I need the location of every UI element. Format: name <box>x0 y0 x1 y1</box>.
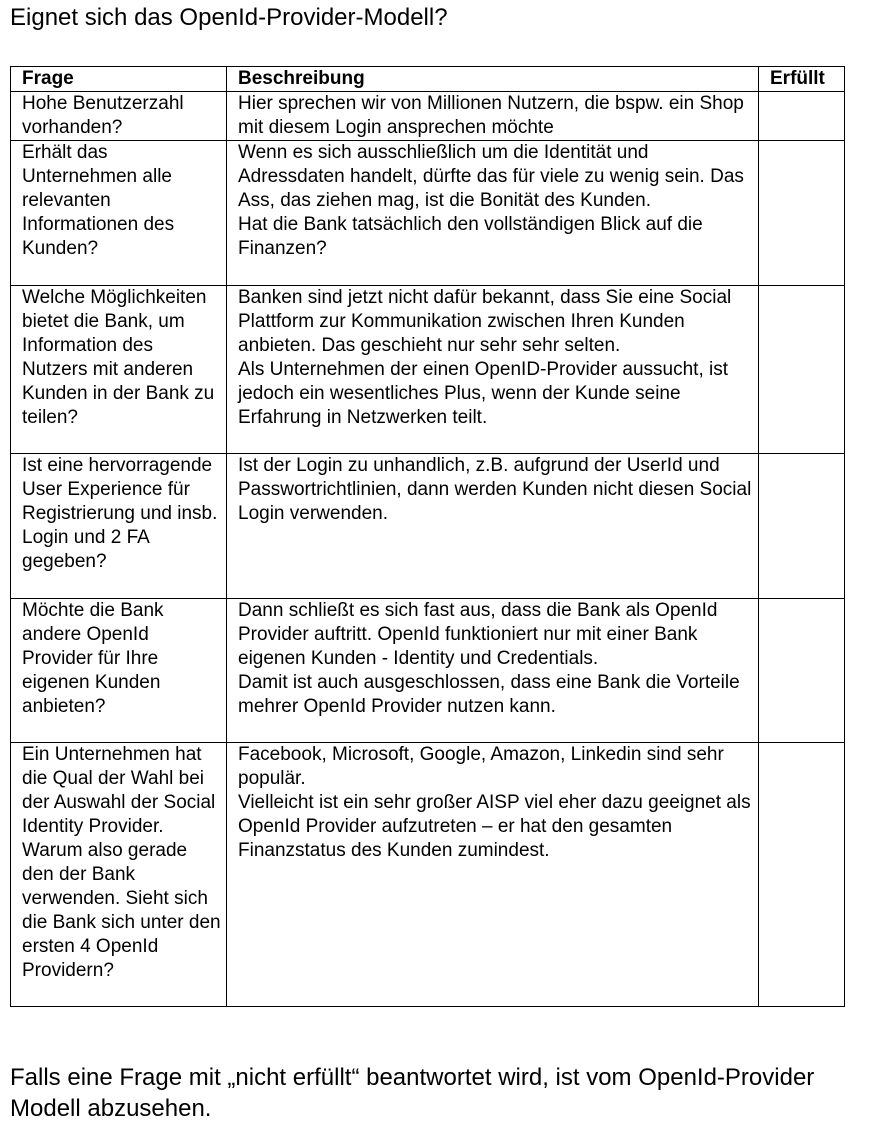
table-row <box>11 286 845 454</box>
table-row <box>11 454 845 599</box>
description-cell <box>227 599 759 743</box>
fulfilled-cell[interactable] <box>759 454 845 599</box>
description-paragraph: Vielleicht ist ein sehr großer AISP viel eher dazu geeignet als OpenId Provider aufzutreten – er hat den gesamten Finanzstatus des Kunden zumindest. <box>238 792 751 861</box>
table-row <box>11 141 845 286</box>
table-row <box>11 599 845 743</box>
question-cell: Möchte die Bank andere OpenId Provider für Ihre eigenen Kunden anbieten? <box>11 599 227 743</box>
question-cell: Ein Unternehmen hat die Qual der Wahl bei der Auswahl der Social Identity Provider. Warum also gerade den der Bank verwenden. Sieht sich die Bank sich unter den ersten 4 OpenId Providern? <box>11 743 227 1007</box>
fulfilled-cell[interactable] <box>759 92 845 141</box>
description-paragraph: Facebook, Microsoft, Google, Amazon, Linkedin sind sehr populär. <box>238 744 724 789</box>
description-paragraph: Hier sprechen wir von Millionen Nutzern, die bspw. ein Shop mit diesem Login ansprechen möchte <box>238 93 744 138</box>
description-paragraph: Banken sind jetzt nicht dafür bekannt, dass Sie eine Social Plattform zur Kommunikation zwischen Ihren Kunden anbieten. Das geschieht nur sehr sehr selten. <box>238 287 732 356</box>
header-question: Frage <box>11 67 227 92</box>
description-paragraph: Hat die Bank tatsächlich den vollständigen Blick auf die Finanzen? <box>238 214 703 259</box>
table-row <box>11 92 845 141</box>
description-paragraph: Dann schließt es sich fast aus, dass die Bank als OpenId Provider auftritt. OpenId funktioniert nur mit einer Bank eigenen Kunden - Identity und Credentials. <box>238 600 718 669</box>
description-cell <box>227 92 759 141</box>
description-cell <box>227 286 759 454</box>
fulfilled-cell[interactable] <box>759 743 845 1007</box>
table-header-row <box>11 67 845 92</box>
description-paragraph: Wenn es sich ausschließlich um die Identität und Adressdaten handelt, dürfte das für viele zu wenig sein. Das Ass, das ziehen mag, ist die Bonität des Kunden. <box>238 142 744 211</box>
fulfilled-cell[interactable] <box>759 599 845 743</box>
description-cell <box>227 454 759 599</box>
question-cell: Ist eine hervorragende User Experience für Registrierung und insb. Login und 2 FA gegeben? <box>11 454 227 599</box>
question-cell: Welche Möglichkeiten bietet die Bank, um Information des Nutzers mit anderen Kunden in der Bank zu teilen? <box>11 286 227 454</box>
question-cell: Erhält das Unternehmen alle relevanten Informationen des Kunden? <box>11 141 227 286</box>
question-cell: Hohe Benutzerzahl vorhanden? <box>11 92 227 141</box>
description-paragraph: Ist der Login zu unhandlich, z.B. aufgrund der UserId und Passwortrichtlinien, dann werden Kunden nicht diesen Social Login verwenden. <box>238 455 752 524</box>
fulfilled-cell[interactable] <box>759 141 845 286</box>
description-cell <box>227 743 759 1007</box>
header-description: Beschreibung <box>227 67 759 92</box>
description-cell <box>227 141 759 286</box>
description-paragraph: Damit ist auch ausgeschlossen, dass eine Bank die Vorteile mehrer OpenId Provider nutzen kann. <box>238 672 740 717</box>
fulfilled-cell[interactable] <box>759 286 845 454</box>
description-paragraph: Als Unternehmen der einen OpenID-Provider aussucht, ist jedoch ein wesentliches Plus, wenn der Kunde seine Erfahrung in Netzwerken teilt. <box>238 359 729 428</box>
table-row <box>11 743 845 1007</box>
header-fulfilled: Erfüllt <box>759 67 845 92</box>
criteria-table <box>10 66 845 1007</box>
footer-note: Falls eine Frage mit „nicht erfüllt“ beantwortet wird, ist vom OpenId-Provider Modell abzusehen. <box>10 1064 815 1122</box>
document-title: Eignet sich das OpenId-Provider-Modell? <box>10 4 448 31</box>
